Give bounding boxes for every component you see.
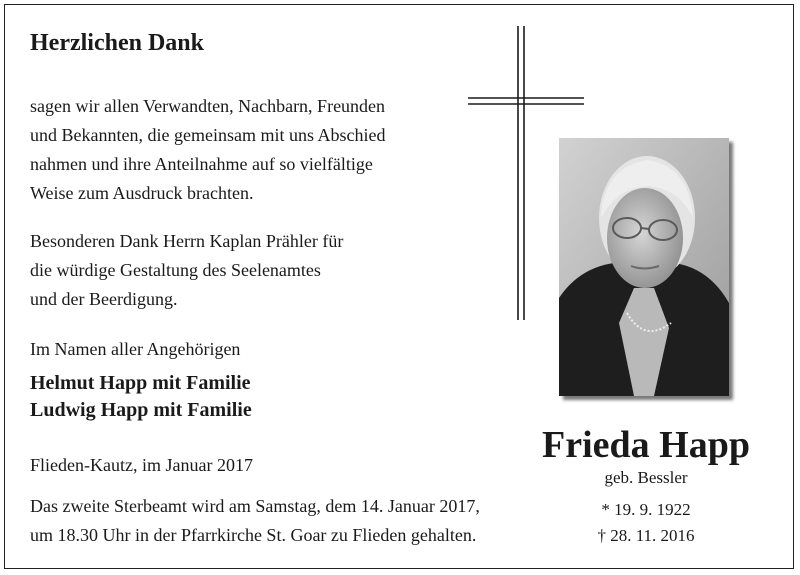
family-name: Helmut Happ mit Familie xyxy=(30,372,251,394)
portrait-photo xyxy=(559,138,729,396)
birth-date: * 19. 9. 1922 xyxy=(601,500,691,519)
thanks-paragraph xyxy=(30,92,450,208)
thanks-line: Weise zum Ausdruck brachten. xyxy=(30,183,254,203)
service-note-line: Das zweite Sterbeamt wird am Samstag, dem 14. Januar 2017, xyxy=(30,496,480,516)
special-thanks-line: die würdige Gestaltung des Seelenamtes xyxy=(30,260,321,280)
notice-heading: Herzlichen Dank xyxy=(30,30,204,56)
special-thanks-paragraph xyxy=(30,227,450,314)
deceased-name: Frieda Happ xyxy=(542,424,750,466)
service-note xyxy=(30,492,530,550)
special-thanks-line: und der Beerdigung. xyxy=(30,289,178,309)
special-thanks-line: Besonderen Dank Herrn Kaplan Prähler für xyxy=(30,231,344,251)
maiden-name: geb. Bessler xyxy=(604,468,688,487)
service-note-line: um 18.30 Uhr in der Pfarrkirche St. Goar zu Flieden gehalten. xyxy=(30,525,477,545)
thanks-line: nahmen und ihre Anteilnahme auf so vielfältige xyxy=(30,154,373,174)
relatives-intro: Im Namen aller Angehörigen xyxy=(30,339,241,359)
thanks-line: sagen wir allen Verwandten, Nachbarn, Freunden xyxy=(30,96,386,116)
family-name: Ludwig Happ mit Familie xyxy=(30,399,252,421)
place-date: Flieden-Kautz, im Januar 2017 xyxy=(30,455,253,475)
thanks-line: und Bekannten, die gemeinsam mit uns Abschied xyxy=(30,125,386,145)
death-date: † 28. 11. 2016 xyxy=(597,526,695,545)
